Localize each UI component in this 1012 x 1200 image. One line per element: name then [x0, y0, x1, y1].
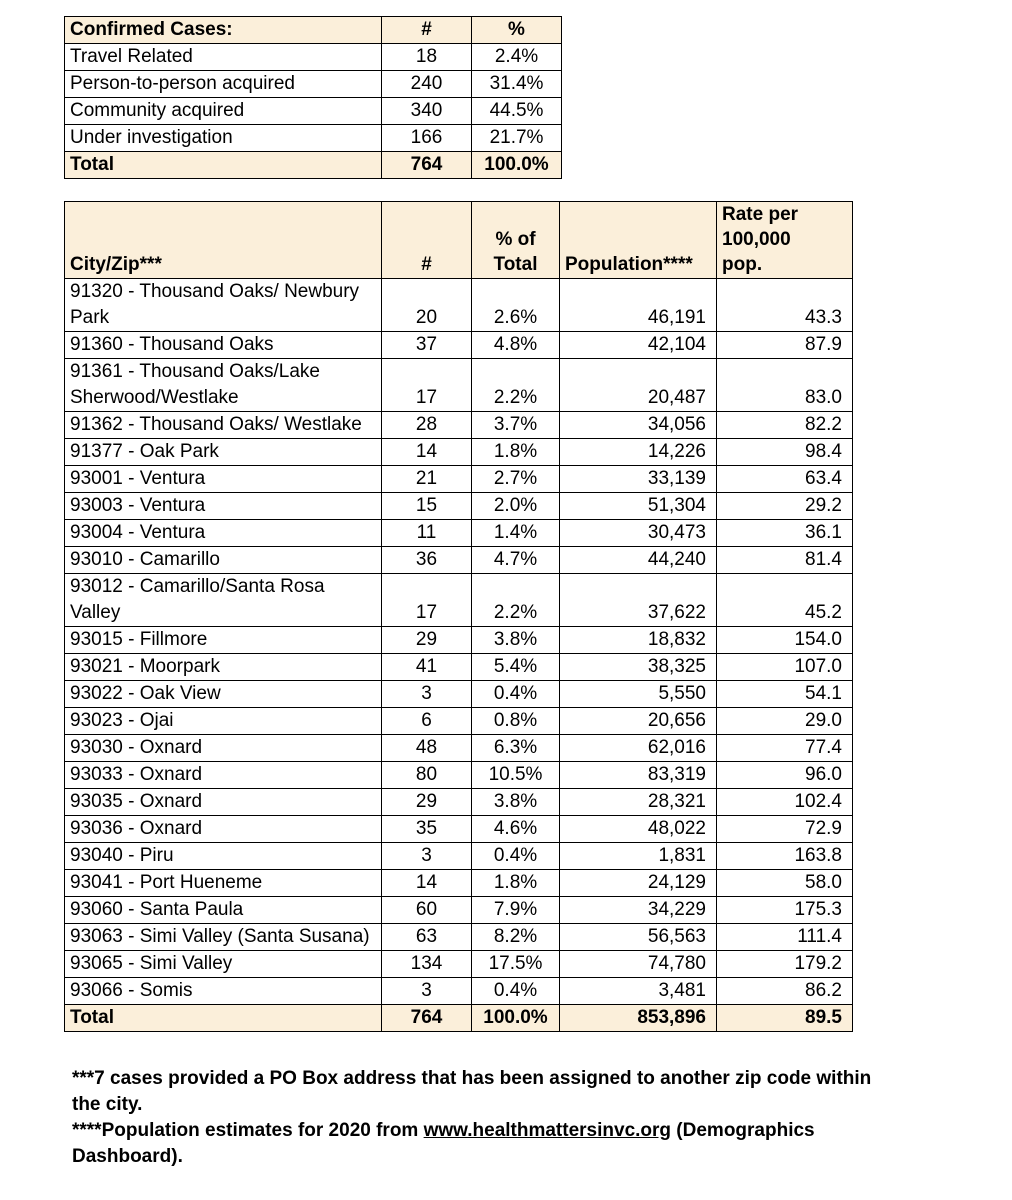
city-zip-cell: 93035 - Oxnard [65, 789, 382, 816]
footnote-po-box: ***7 cases provided a PO Box address that has been assigned to another zip code within the city. [72, 1068, 872, 1115]
total-rate: 89.5 [717, 1005, 853, 1032]
percent-cell: 7.9% [472, 897, 560, 924]
rate-cell: 45.2 [717, 574, 853, 627]
count-cell: 36 [382, 547, 472, 574]
total-row [65, 1005, 853, 1032]
table-row [65, 924, 853, 951]
count-cell: 3 [382, 681, 472, 708]
table-row [65, 493, 853, 520]
rate-header [717, 202, 853, 279]
city-zip-cell: 93001 - Ventura [65, 466, 382, 493]
population-cell: 3,481 [560, 978, 717, 1005]
rate-cell: 179.2 [717, 951, 853, 978]
count-cell: 11 [382, 520, 472, 547]
percent-cell: 2.0% [472, 493, 560, 520]
rate-cell: 36.1 [717, 520, 853, 547]
rate-cell: 29.2 [717, 493, 853, 520]
total-percent: 100.0% [472, 152, 562, 179]
table-row [65, 735, 853, 762]
table-row [65, 681, 853, 708]
population-cell: 1,831 [560, 843, 717, 870]
category-cell: Community acquired [65, 98, 382, 125]
healthmatters-link[interactable]: www.healthmattersinvc.org [423, 1120, 672, 1141]
percent-cell: 0.4% [472, 681, 560, 708]
count-cell: 166 [382, 125, 472, 152]
rate-cell: 175.3 [717, 897, 853, 924]
percent-cell: 8.2% [472, 924, 560, 951]
city-zip-cell: 93021 - Moorpark [65, 654, 382, 681]
city-zip-cell: 93003 - Ventura [65, 493, 382, 520]
rate-cell: 102.4 [717, 789, 853, 816]
city-zip-cell: 93012 - Camarillo/Santa Rosa Valley [65, 574, 382, 627]
population-cell: 44,240 [560, 547, 717, 574]
percent-cell: 4.7% [472, 547, 560, 574]
table-row [65, 412, 853, 439]
count-cell: 3 [382, 978, 472, 1005]
city-zip-cell: 91320 - Thousand Oaks/ Newbury Park [65, 279, 382, 332]
count-cell: 17 [382, 574, 472, 627]
total-population: 853,896 [560, 1005, 717, 1032]
count-cell: 3 [382, 843, 472, 870]
count-cell: 60 [382, 897, 472, 924]
percent-cell: 44.5% [472, 98, 562, 125]
population-cell: 28,321 [560, 789, 717, 816]
rate-cell: 29.0 [717, 708, 853, 735]
table-row [65, 547, 853, 574]
table-row [65, 71, 562, 98]
percent-cell: 4.6% [472, 816, 560, 843]
count-cell: 18 [382, 44, 472, 71]
rate-cell: 107.0 [717, 654, 853, 681]
percent-cell: 0.8% [472, 708, 560, 735]
table-row [65, 762, 853, 789]
rate-cell: 54.1 [717, 681, 853, 708]
table-row [65, 98, 562, 125]
percent-cell: 6.3% [472, 735, 560, 762]
category-cell: Under investigation [65, 125, 382, 152]
table-row [65, 466, 853, 493]
city-zip-header-row [65, 202, 853, 279]
total-count: 764 [382, 152, 472, 179]
city-zip-header: City/Zip*** [65, 202, 382, 279]
category-header: Confirmed Cases: [65, 17, 382, 44]
table-row [65, 44, 562, 71]
city-zip-cell: 91360 - Thousand Oaks [65, 332, 382, 359]
city-zip-cell: 93066 - Somis [65, 978, 382, 1005]
population-cell: 48,022 [560, 816, 717, 843]
city-zip-cell: 93040 - Piru [65, 843, 382, 870]
rate-cell: 58.0 [717, 870, 853, 897]
city-zip-cell: 93036 - Oxnard [65, 816, 382, 843]
table-row [65, 279, 853, 332]
rate-header-line3: pop. [722, 254, 763, 275]
count-cell: 37 [382, 332, 472, 359]
population-cell: 62,016 [560, 735, 717, 762]
rate-cell: 81.4 [717, 547, 853, 574]
population-cell: 20,487 [560, 359, 717, 412]
percent-cell: 2.2% [472, 359, 560, 412]
percent-cell: 3.8% [472, 789, 560, 816]
table-row [65, 654, 853, 681]
city-zip-cell: 93065 - Simi Valley [65, 951, 382, 978]
count-cell: 80 [382, 762, 472, 789]
rate-cell: 82.2 [717, 412, 853, 439]
total-row [65, 152, 562, 179]
count-cell: 28 [382, 412, 472, 439]
city-zip-cell: 93004 - Ventura [65, 520, 382, 547]
count-cell: 21 [382, 466, 472, 493]
percent-cell: 3.8% [472, 627, 560, 654]
city-zip-cell: 91377 - Oak Park [65, 439, 382, 466]
footnotes [72, 1066, 872, 1170]
rate-cell: 43.3 [717, 279, 853, 332]
category-cell: Person-to-person acquired [65, 71, 382, 98]
rate-header-line2: 100,000 [722, 229, 791, 250]
count-cell: 6 [382, 708, 472, 735]
percent-cell: 0.4% [472, 843, 560, 870]
percent-header: % [472, 17, 562, 44]
population-cell: 24,129 [560, 870, 717, 897]
city-zip-cell: 93023 - Ojai [65, 708, 382, 735]
footnote-population [72, 1118, 872, 1170]
table-row [65, 870, 853, 897]
population-cell: 46,191 [560, 279, 717, 332]
population-cell: 51,304 [560, 493, 717, 520]
table-row [65, 897, 853, 924]
count-cell: 14 [382, 870, 472, 897]
population-cell: 34,229 [560, 897, 717, 924]
count-cell: 63 [382, 924, 472, 951]
count-header: # [382, 17, 472, 44]
population-cell: 30,473 [560, 520, 717, 547]
percent-cell: 2.2% [472, 574, 560, 627]
rate-cell: 63.4 [717, 466, 853, 493]
table-row [65, 439, 853, 466]
rate-cell: 72.9 [717, 816, 853, 843]
rate-cell: 77.4 [717, 735, 853, 762]
count-cell: 14 [382, 439, 472, 466]
percent-cell: 2.7% [472, 466, 560, 493]
city-zip-cell: 93033 - Oxnard [65, 762, 382, 789]
city-zip-cell: 91362 - Thousand Oaks/ Westlake [65, 412, 382, 439]
city-zip-cell: 93060 - Santa Paula [65, 897, 382, 924]
population-cell: 20,656 [560, 708, 717, 735]
count-cell: 48 [382, 735, 472, 762]
count-cell: 29 [382, 789, 472, 816]
percent-cell: 2.4% [472, 44, 562, 71]
population-header: Population**** [560, 202, 717, 279]
city-zip-cell: 91361 - Thousand Oaks/Lake Sherwood/Westlake [65, 359, 382, 412]
population-cell: 38,325 [560, 654, 717, 681]
population-cell: 34,056 [560, 412, 717, 439]
city-zip-cell: 93041 - Port Hueneme [65, 870, 382, 897]
table-row [65, 816, 853, 843]
count-header: # [382, 202, 472, 279]
rate-cell: 98.4 [717, 439, 853, 466]
population-cell: 33,139 [560, 466, 717, 493]
percent-cell: 1.8% [472, 870, 560, 897]
city-zip-cell: 93030 - Oxnard [65, 735, 382, 762]
rate-cell: 87.9 [717, 332, 853, 359]
footnote-population-suffix: (Demographics Dashboard). [72, 1120, 815, 1167]
percent-header-line2: Total [493, 254, 538, 275]
table-row [65, 574, 853, 627]
city-zip-cell: 93010 - Camarillo [65, 547, 382, 574]
count-cell: 41 [382, 654, 472, 681]
count-cell: 35 [382, 816, 472, 843]
confirmed-cases-header-row [65, 17, 562, 44]
total-count: 764 [382, 1005, 472, 1032]
table-row [65, 332, 853, 359]
table-row [65, 520, 853, 547]
table-row [65, 359, 853, 412]
percent-cell: 10.5% [472, 762, 560, 789]
count-cell: 17 [382, 359, 472, 412]
population-cell: 14,226 [560, 439, 717, 466]
count-cell: 240 [382, 71, 472, 98]
percent-cell: 4.8% [472, 332, 560, 359]
total-label: Total [65, 152, 382, 179]
population-cell: 56,563 [560, 924, 717, 951]
rate-header-line1: Rate per [722, 204, 799, 225]
footnote-population-prefix: ****Population estimates for 2020 from [72, 1120, 424, 1141]
category-cell: Travel Related [65, 44, 382, 71]
table-row [65, 951, 853, 978]
table-row [65, 789, 853, 816]
total-label: Total [65, 1005, 382, 1032]
count-cell: 29 [382, 627, 472, 654]
population-cell: 74,780 [560, 951, 717, 978]
rate-cell: 96.0 [717, 762, 853, 789]
population-cell: 83,319 [560, 762, 717, 789]
population-cell: 18,832 [560, 627, 717, 654]
percent-header-line1: % of [495, 229, 536, 250]
table-row [65, 627, 853, 654]
population-cell: 37,622 [560, 574, 717, 627]
count-cell: 134 [382, 951, 472, 978]
count-cell: 15 [382, 493, 472, 520]
percent-cell: 21.7% [472, 125, 562, 152]
rate-cell: 86.2 [717, 978, 853, 1005]
city-zip-table [64, 201, 853, 1032]
population-cell: 42,104 [560, 332, 717, 359]
confirmed-cases-table [64, 16, 562, 179]
rate-cell: 154.0 [717, 627, 853, 654]
city-zip-cell: 93015 - Fillmore [65, 627, 382, 654]
percent-cell: 17.5% [472, 951, 560, 978]
total-percent: 100.0% [472, 1005, 560, 1032]
percent-cell: 0.4% [472, 978, 560, 1005]
percent-header [472, 202, 560, 279]
rate-cell: 83.0 [717, 359, 853, 412]
percent-cell: 3.7% [472, 412, 560, 439]
table-row [65, 708, 853, 735]
table-row [65, 978, 853, 1005]
city-zip-cell: 93022 - Oak View [65, 681, 382, 708]
rate-cell: 111.4 [717, 924, 853, 951]
percent-cell: 5.4% [472, 654, 560, 681]
percent-cell: 1.4% [472, 520, 560, 547]
population-cell: 5,550 [560, 681, 717, 708]
percent-cell: 2.6% [472, 279, 560, 332]
percent-cell: 31.4% [472, 71, 562, 98]
rate-cell: 163.8 [717, 843, 853, 870]
city-zip-cell: 93063 - Simi Valley (Santa Susana) [65, 924, 382, 951]
table-row [65, 843, 853, 870]
table-row [65, 125, 562, 152]
percent-cell: 1.8% [472, 439, 560, 466]
count-cell: 20 [382, 279, 472, 332]
count-cell: 340 [382, 98, 472, 125]
